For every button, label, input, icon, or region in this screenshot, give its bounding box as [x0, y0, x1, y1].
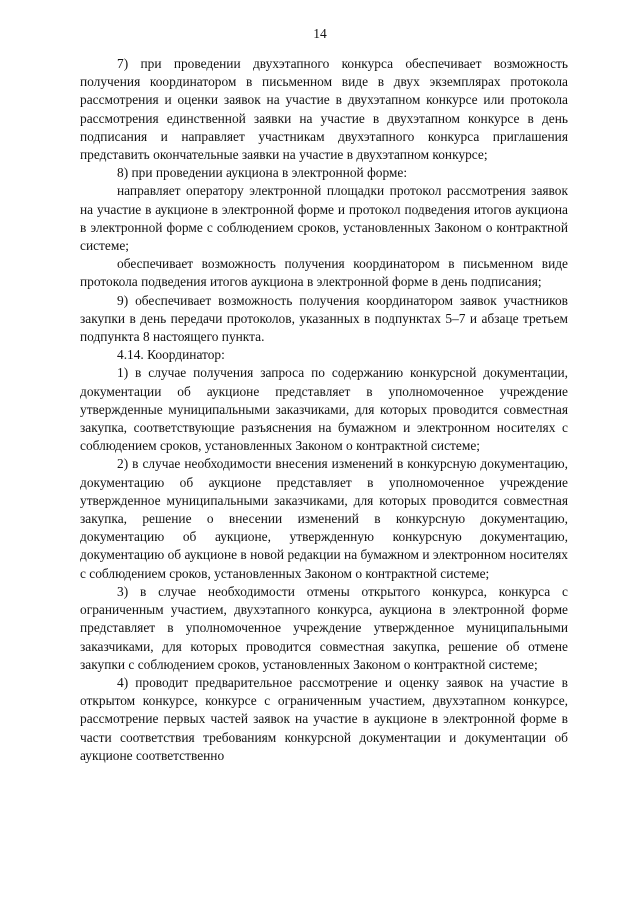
page-number: 14 — [313, 26, 327, 41]
document-body — [80, 55, 568, 765]
paragraph-item-9: 9) обеспечивает возможность получения координатором заявок участников закупки в день передачи протоколов, указанных в подпунктах 5–7 и абзаце третьем подпункта 8 настоящего пункта. — [80, 292, 568, 345]
paragraph-item-8-clause-1: направляет оператору электронной площадки протокол рассмотрения заявок на участие в аукционе в электронной форме и протокол подведения итогов аукциона в электронной форме с соблюдением сроков, установленных Законом о контрактной системе; — [80, 183, 568, 254]
paragraph-coordinator-1: 1) в случае получения запроса по содержанию конкурсной документации, документации об аукционе представляет в уполномоченное учреждение утвержденные муниципальными заказчиками, для которых проводится совместная закупка, соответствующие разъяснения на бумажном и электронном носителях с соблюдением сроков, установленных Законом о контрактной системе; — [80, 365, 568, 454]
paragraph-coordinator-3: 3) в случае необходимости отмены открытого конкурса, конкурса с ограниченным участием, двухэтапного конкурса, аукциона в электронной форме представляет в уполномоченное учреждение утвержденное муниципальными заказчиками, для которых проводится совместная закупка, решение об отмене закупки с соблюдением сроков, установленных Законом о контрактной системе; — [80, 583, 568, 672]
paragraph-item-8: 8) при проведении аукциона в электронной форме: — [117, 165, 408, 181]
section-heading-4-14: 4.14. Координатор: — [117, 347, 225, 363]
paragraph-item-8-clause-2: обеспечивает возможность получения координатором в письменном виде протокола подведения итогов аукциона в электронной форме в день подписания; — [80, 256, 568, 290]
paragraph-item-7: 7) при проведении двухэтапного конкурса обеспечивает возможность получения координатором в письменном виде в двух экземплярах протокола рассмотрения и оценки заявок на участие в двухэтапном конкурсе или протокола рассмотрения единственной заявки на участие в двухэтапном конкурсе в день подписания и направляет участникам двухэтапного конкурса приглашения представить окончательные заявки на участие в двухэтапном конкурсе; — [80, 56, 568, 163]
paragraph-coordinator-4: 4) проводит предварительное рассмотрение и оценку заявок на участие в открытом конкурсе, конкурсе с ограниченным участием, двухэтапном конкурсе, рассмотрение первых частей заявок на участие в аукционе в электронной форме в части соответствия требованиям конкурсной документации и документации об аукционе соответственно — [80, 674, 568, 763]
paragraph-coordinator-2: 2) в случае необходимости внесения изменений в конкурсную документацию, документацию об аукционе представляет в уполномоченное учреждение утвержденное муниципальными заказчиками, для которых проводится совместная закупка, решение о внесении изменений в конкурсную документацию, документацию об аукционе, утвержденную конкурсную документацию, документацию об аукционе в новой редакции на бумажном и электронном носителях с соблюдением сроков, установленных Законом о контрактной системе; — [80, 456, 568, 581]
